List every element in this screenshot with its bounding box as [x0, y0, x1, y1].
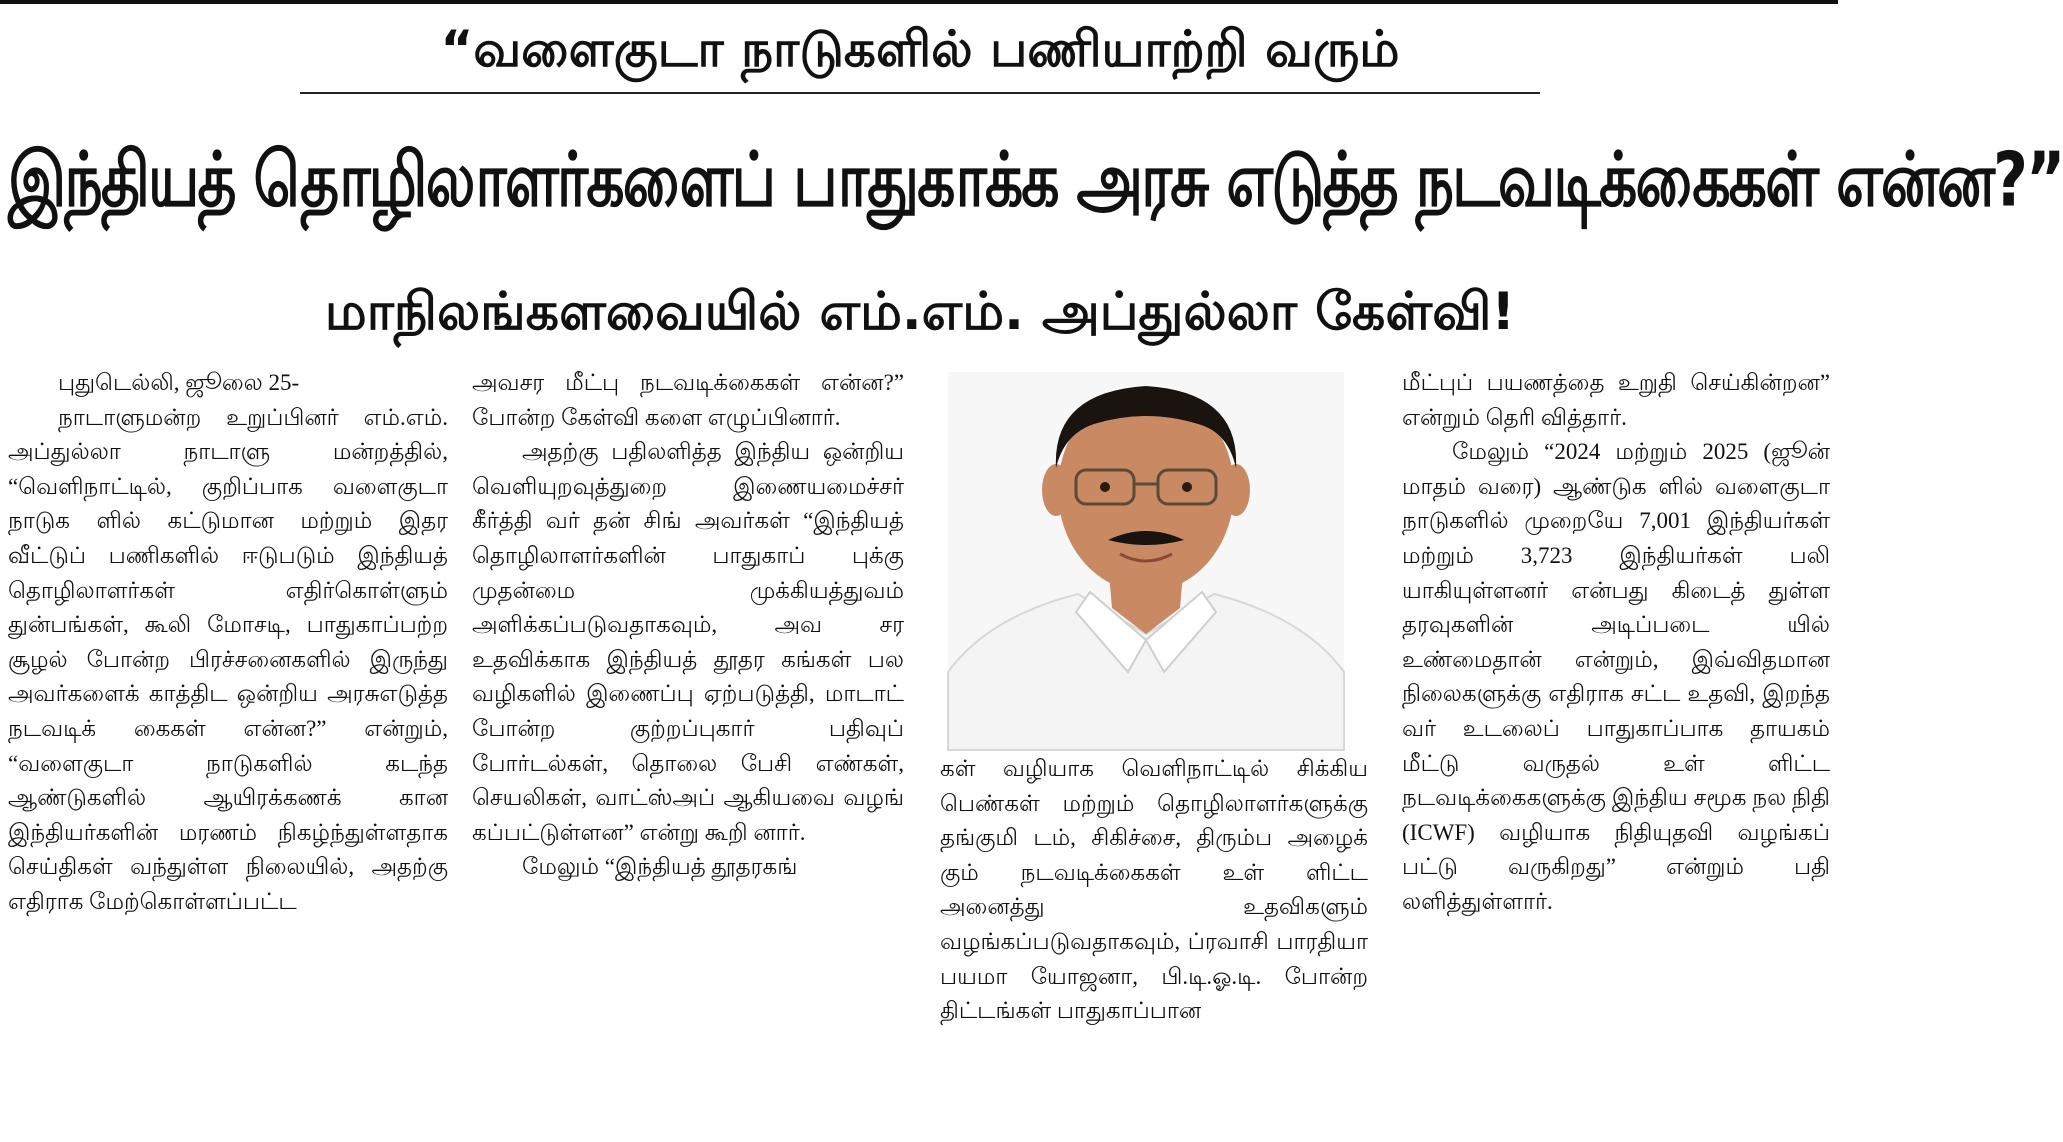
article-column-3 — [940, 752, 1368, 1029]
paragraph: மேலும் “இந்தியத் தூதரகங் — [522, 854, 798, 880]
paragraph: அவசர மீட்பு நடவடிக்கைகள் என்ன?” போன்ற கேள்வி களை எழுப்பினார். — [472, 370, 904, 430]
article-column-2 — [472, 366, 904, 885]
dateline: புதுடெல்லி, ஜூலை 25- — [58, 370, 300, 395]
article-column-4 — [1402, 366, 1830, 920]
kicker-line: “வளைகுடா நாடுகளில் பணியாற்றி வரும் — [440, 20, 1400, 78]
paragraph: அதற்கு பதிலளித்த இந்திய ஒன்றிய வெளியுறவுத்துறை இணையமைச்சர் கீர்த்தி வர் தன் சிங் அவர்கள் “இந்தியத் தொழிலாளர்களின் பாதுகாப் புக்கு முதன்மை முக்கியத்துவம் அளிக்கப்படுவதாகவும், அவ சர உதவிக்காக இந்தியத் தூதர கங்கள் பல வழிகளில் இணைப்பு ஏற்படுத்தி, மாடாட் போன்ற குற்றப்புகார் பதிவுப் போர்டல்கள், தொலை பேசி எண்கள், செயலிகள், வாட்ஸ்அப் ஆகியவை வழங் கப்பட்டுள்ளன” என்று கூறி னார். — [472, 439, 904, 845]
paragraph: கள் வழியாக வெளிநாட்டில் சிக்கிய பெண்கள் மற்றும் தொழிலாளர்களுக்கு தங்குமி டம், சிகிச்சை, திரும்ப அழைக் கும் நடவடிக்கைகள் உள் ளிட்ட அனைத்து உதவிகளும் வழங்கப்படுவதாகவும், ப்ரவாசி பாரதியா பயமா யோஜனா, பி.டி.ஓ.டி. போன்ற திட்டங்கள் பாதுகாப்பான — [940, 756, 1368, 1024]
kicker-underline — [300, 92, 1540, 94]
article-column-1 — [8, 366, 448, 920]
paragraph: மீட்புப் பயணத்தை உறுதி செய்கின்றன” என்றும் தெரி வித்தார். — [1402, 370, 1830, 430]
subheadline: மாநிலங்களவையில் எம்.எம். அப்துல்லா கேள்வி! — [324, 282, 1516, 342]
headline: இந்தியத் தொழிலாளர்களைப் பாதுகாக்க அரசு எடுத்த நடவடிக்கைகள் என்ன?” — [8, 136, 2063, 225]
portrait-icon — [948, 372, 1344, 750]
portrait-photo — [948, 372, 1344, 750]
top-border-rule — [0, 0, 1838, 4]
paragraph: மேலும் “2024 மற்றும் 2025 (ஜூன் மாதம் வரை) ஆண்டுக ளில் வளைகுடா நாடுகளில் முறையே 7,001 இந்தியர்கள் மற்றும் 3,723 இந்தியர்கள் பலி யாகியுள்ளனர் என்பது கிடைத் துள்ள தரவுகளின் அடிப்படை யில் உண்மைதான் என்றும், இவ்விதமான நிலைகளுக்கு எதிராக சட்ட உதவி, இறந்த வர் உடலைப் பாதுகாப்பாக தாயகம் மீட்டு வருதல் உள் ளிட்ட நடவடிக்கைகளுக்கு இந்திய சமூக நல நிதி (ICWF) வழியாக நிதியுதவி வழங்கப் பட்டு வருகிறது” என்றும் பதி லளித்துள்ளார். — [1402, 439, 1830, 914]
paragraph: நாடாளுமன்ற உறுப்பினர் எம்.எம். அப்துல்லா நாடாளு மன்றத்தில், “வெளிநாட்டில், குறிப்பாக வளைகுடா நாடுக ளில் கட்டுமான மற்றும் இதர வீட்டுப் பணிகளில் ஈடுபடும் இந்தியத் தொழிலாளர்கள் எதிர்கொள்ளும் துன்பங்கள், கூலி மோசடி, பாதுகாப்பற்ற சூழல் போன்ற பிரச்சனைகளில் இருந்து அவர்களைக் காத்திட ஒன்றிய அரசுஎடுத்த நடவடிக் கைகள் என்ன?” என்றும், “வளைகுடா நாடுகளில் கடந்த ஆண்டுகளில் ஆயிரக்கணக் கான இந்தியர்களின் மரணம் நிகழ்ந்துள்ளதாக செய்திகள் வந்துள்ள நிலையில், அதற்கு எதிராக மேற்கொள்ளப்பட்ட — [8, 404, 448, 914]
